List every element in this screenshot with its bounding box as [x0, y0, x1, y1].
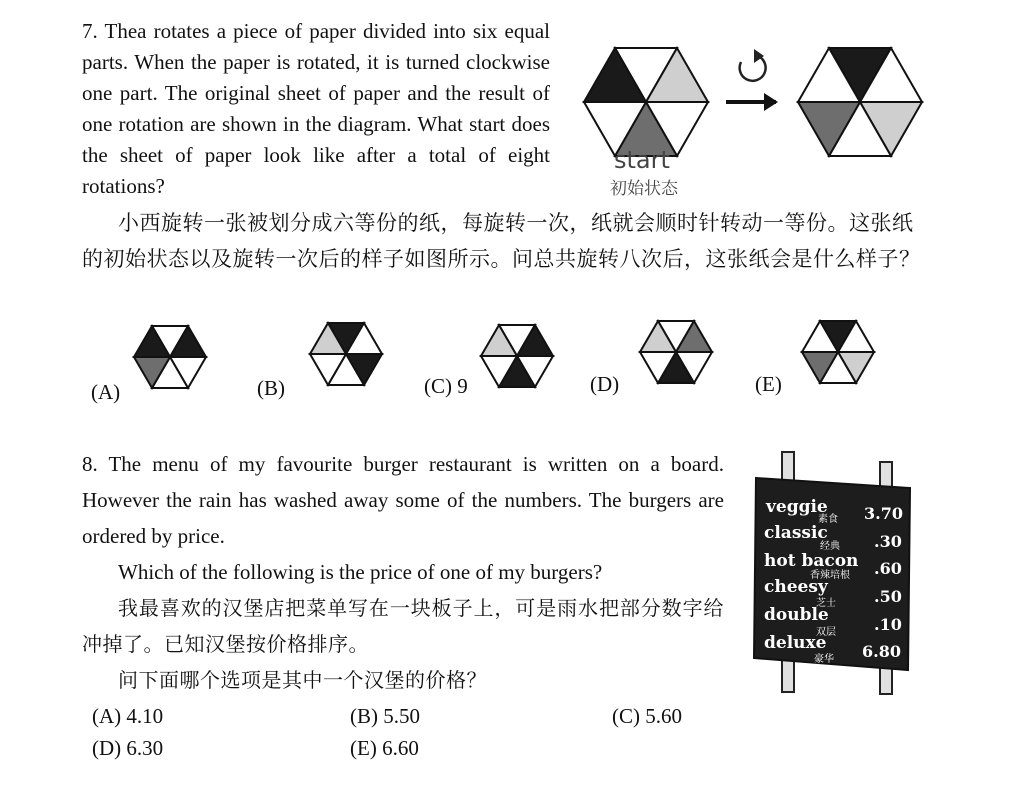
q8-answer-a[interactable]: (A) 4.10: [92, 704, 164, 728]
q7-body-zh: 小西旋转一张被划分成六等份的纸，每旋转一次，纸就会顺时针转动一等份。这张纸的初始状态以及旋转一次后的样子如图所示。问总共旋转八次后，这张纸会是什么样子？: [82, 211, 921, 271]
option-a-hexagon: [134, 326, 206, 388]
q8-answer-b[interactable]: (B) 5.50: [350, 704, 420, 728]
option-e-label[interactable]: (E): [755, 372, 782, 396]
option-d-hexagon: [640, 321, 712, 383]
menu-price-1: .30: [874, 532, 902, 551]
q8-answer-c[interactable]: (C) 5.60: [612, 704, 682, 728]
option-b-hexagon: [310, 323, 382, 385]
arrow-right-icon: [726, 93, 778, 111]
menu-price-0: 3.70: [864, 504, 903, 523]
menu-name-1: classic: [764, 523, 828, 543]
menu-name-zh-1: 经典: [820, 541, 840, 552]
menu-name-4: double: [764, 605, 829, 625]
option-c-label[interactable]: (C) 9: [424, 374, 468, 398]
menu-name-zh-3: 芝士: [816, 598, 836, 609]
q8-question-en: Which of the following is the price of one of my burgers?: [118, 560, 603, 584]
menu-price-2: .60: [874, 559, 902, 578]
q8-question-zh: 问下面哪个选项是其中一个汉堡的价格？: [118, 668, 487, 692]
q8-body-en: [82, 446, 724, 554]
menu-name-2: hot bacon: [764, 551, 859, 571]
q7-text-en: [82, 16, 550, 202]
q7-options: [80, 312, 940, 412]
q7-number: 7.: [82, 19, 98, 43]
q8-number: 8.: [82, 452, 98, 476]
option-c-hexagon: [481, 325, 553, 387]
q8-stem-en: The menu of my favourite burger restaurant is written on a board. However the rain has washed away some of the numbers. The burgers are ordered by price.: [82, 452, 724, 548]
start-hexagon: [584, 48, 708, 156]
menu-price-3: .50: [874, 587, 902, 606]
menu-name-0: veggie: [766, 497, 828, 517]
option-e-hexagon: [802, 321, 874, 383]
figure-label-en: start: [614, 146, 670, 174]
q8-text: [82, 446, 724, 698]
q7-body-en: Thea rotates a piece of paper divided into six equal parts. When the paper is rotated, it is turned clockwise one part. The original sheet of paper and the result of one rotation are shown in the diagram. What start does the sheet of paper look like after a total of eight rotations?: [82, 19, 550, 198]
menu-name-zh-2: 香辣培根: [810, 570, 850, 581]
menu-price-4: .10: [874, 615, 902, 634]
q8-answer-e[interactable]: (E) 6.60: [350, 736, 419, 760]
q7-figure: [580, 20, 930, 205]
q7-text-zh: [82, 205, 922, 277]
menu-name-3: cheesy: [764, 577, 828, 597]
option-d-label[interactable]: (D): [590, 372, 620, 396]
rotated-hexagon: [798, 48, 922, 156]
menu-name-zh-0: 素食: [818, 514, 838, 525]
rotate-clockwise-icon: [740, 49, 766, 81]
q8-answer-d[interactable]: (D) 6.30: [92, 736, 164, 760]
menu-price-5: 6.80: [862, 642, 901, 661]
option-a-label[interactable]: (A): [91, 380, 121, 404]
figure-label-zh: 初始状态: [610, 179, 678, 199]
q8-stem-zh: 我最喜欢的汉堡店把菜单写在一块板子上，可是雨水把部分数字给冲掉了。已知汉堡按价格排序。: [82, 596, 724, 656]
menu-board: [748, 448, 918, 698]
menu-name-5: deluxe: [764, 633, 827, 653]
option-b-label[interactable]: (B): [257, 376, 285, 400]
menu-name-zh-5: 豪华: [814, 654, 834, 665]
menu-name-zh-4: 双层: [816, 627, 836, 638]
